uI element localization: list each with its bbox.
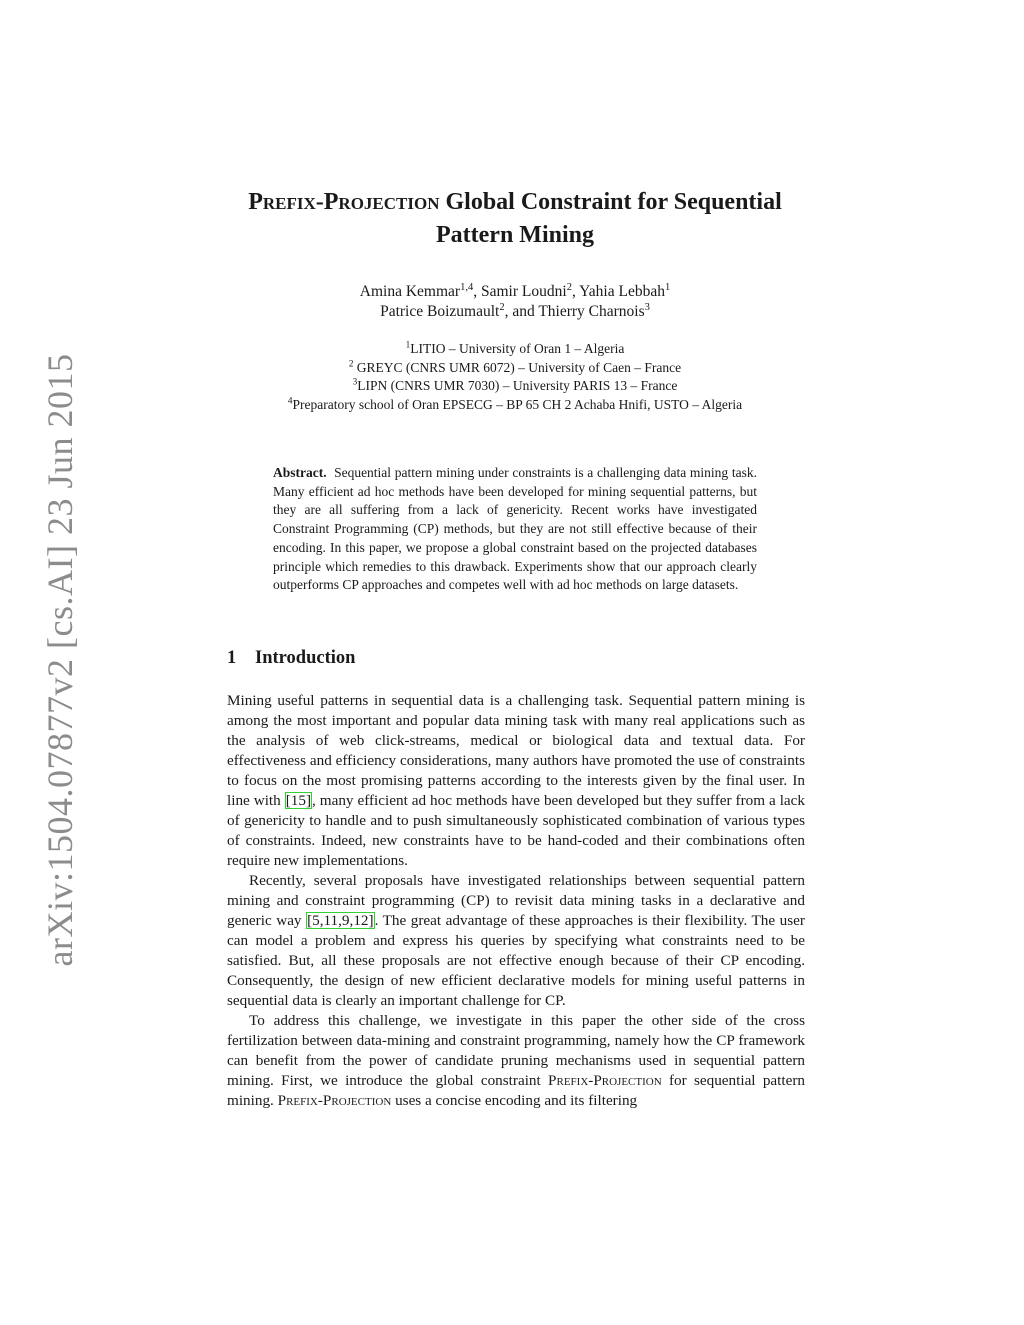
affiliation-item xyxy=(180,340,850,359)
arxiv-identifier-stamp: arXiv:1504.07877v2 [cs.AI] 23 Jun 2015 xyxy=(40,353,80,967)
paragraph-text: for sequential pattern mining. xyxy=(227,1072,805,1109)
author-affil-mark: 1,4 xyxy=(460,281,474,293)
paragraph-text: Mining useful patterns in sequential data is a challenging task. Sequential pattern mining is among the most important and popular data mining task with many real applications such as the analysis of web click-streams, medical or biological data and textual data. For effectiveness and efficiency considerations, many authors have promoted the use of constraints to focus on the most promising patterns according to the interests given by the final user. In line with xyxy=(227,692,805,809)
affiliation-mark: 4 xyxy=(287,395,293,405)
author-name: Amina Kemmar xyxy=(359,283,461,300)
introduction-body xyxy=(227,691,805,1111)
section-heading xyxy=(227,648,355,669)
paragraph-1 xyxy=(227,691,805,871)
affiliation-text: GREYC (CNRS UMR 6072) – University of Caen – France xyxy=(353,359,682,375)
author-name: Thierry Charnois xyxy=(538,303,645,320)
author-separator: , and xyxy=(504,303,539,320)
title-line2: Pattern Mining xyxy=(436,222,594,248)
constraint-name: Prefix-Projection xyxy=(277,1092,392,1109)
abstract xyxy=(273,464,757,595)
paper-title xyxy=(180,186,850,252)
author-affil-mark: 2 xyxy=(566,281,572,293)
abstract-text: Sequential pattern mining under constraints is a challenging data mining task. Many efficient ad hoc methods have been developed for mining sequential patterns, but they are all suffering from a lack of genericity. Recent works have investigated Constraint Programming (CP) methods, but they are not still effective because of their encoding. In this paper, we propose a global constraint based on the projected databases principle which remedies to this drawback. Experiments show that our approach clearly outperforms CP approaches and competes well with ad hoc methods on large datasets. xyxy=(273,465,758,593)
author-line-1 xyxy=(180,282,850,302)
affiliation-text: Preparatory school of Oran EPSECG – BP 65 CH 2 Achaba Hnifi, USTO – Algeria xyxy=(292,396,743,412)
abstract-label: Abstract. xyxy=(273,465,327,480)
citation-link[interactable]: [15] xyxy=(285,792,312,809)
author-list xyxy=(180,282,850,322)
section-title-text: Introduction xyxy=(255,648,356,668)
title-smallcaps-part: Prefix-Projection xyxy=(248,189,440,215)
affiliation-mark: 3 xyxy=(352,376,358,387)
title-line1-rest: Global Constraint for Sequential xyxy=(439,189,782,215)
affiliation-text: LIPN (CNRS UMR 7030) – University PARIS 13 – France xyxy=(357,378,678,393)
author-affil-mark: 1 xyxy=(664,281,671,293)
affiliation-list xyxy=(180,340,850,414)
citation-link[interactable]: [5,11,9,12] xyxy=(307,912,374,929)
affiliation-item xyxy=(180,377,850,396)
affiliation-mark: 1 xyxy=(405,339,411,350)
author-affil-mark: 3 xyxy=(644,301,650,313)
paragraph-3 xyxy=(227,1011,805,1111)
author-affil-mark: 2 xyxy=(499,301,505,313)
affiliation-item xyxy=(180,359,850,378)
paragraph-text: , many efficient ad hoc methods have been developed but they suffer from a lack of genericity to handle and to push simultaneously sophisticated combination of various types of constraints. Indeed, new constraints have to be hand-coded and their combinations often require new implementations. xyxy=(227,792,806,869)
author-name: Patrice Boizumault xyxy=(380,303,500,320)
section-number: 1 xyxy=(227,648,237,668)
paragraph-2 xyxy=(227,871,805,1011)
paragraph-text: uses a concise encoding and its filtering xyxy=(391,1092,638,1109)
paragraph-text: . The great advantage of these approaches is their flexibility. The user can model a problem and express his queries by specifying what constraints need to be satisfied. But, all these proposals are not effective enough because of their CP encoding. Consequently, the design of new efficient declarative models for mining useful patterns in sequential data is clearly an important challenge for CP. xyxy=(227,912,805,1009)
affiliation-item xyxy=(180,396,850,415)
paragraph-text: Recently, several proposals have investigated relationships between sequential pattern mining and constraint programming (CP) to revisit data mining tasks in a declarative and generic way xyxy=(227,872,805,929)
author-separator: , xyxy=(473,283,481,300)
author-name: Yahia Lebbah xyxy=(579,283,665,300)
author-name: Samir Loudni xyxy=(481,283,567,300)
constraint-name: Prefix-Projection xyxy=(548,1072,662,1089)
affiliation-mark: 2 xyxy=(348,358,354,368)
author-line-2 xyxy=(180,302,850,322)
paragraph-text: To address this challenge, we investigate in this paper the other side of the cross fertilization between data-mining and constraint programming, namely how the CP framework can benefit from the power of candidate pruning mechanisms used in sequential pattern mining. First, we introduce the global constraint xyxy=(227,1012,805,1089)
author-separator: , xyxy=(571,283,580,300)
affiliation-text: LITIO – University of Oran 1 – Algeria xyxy=(410,341,625,356)
